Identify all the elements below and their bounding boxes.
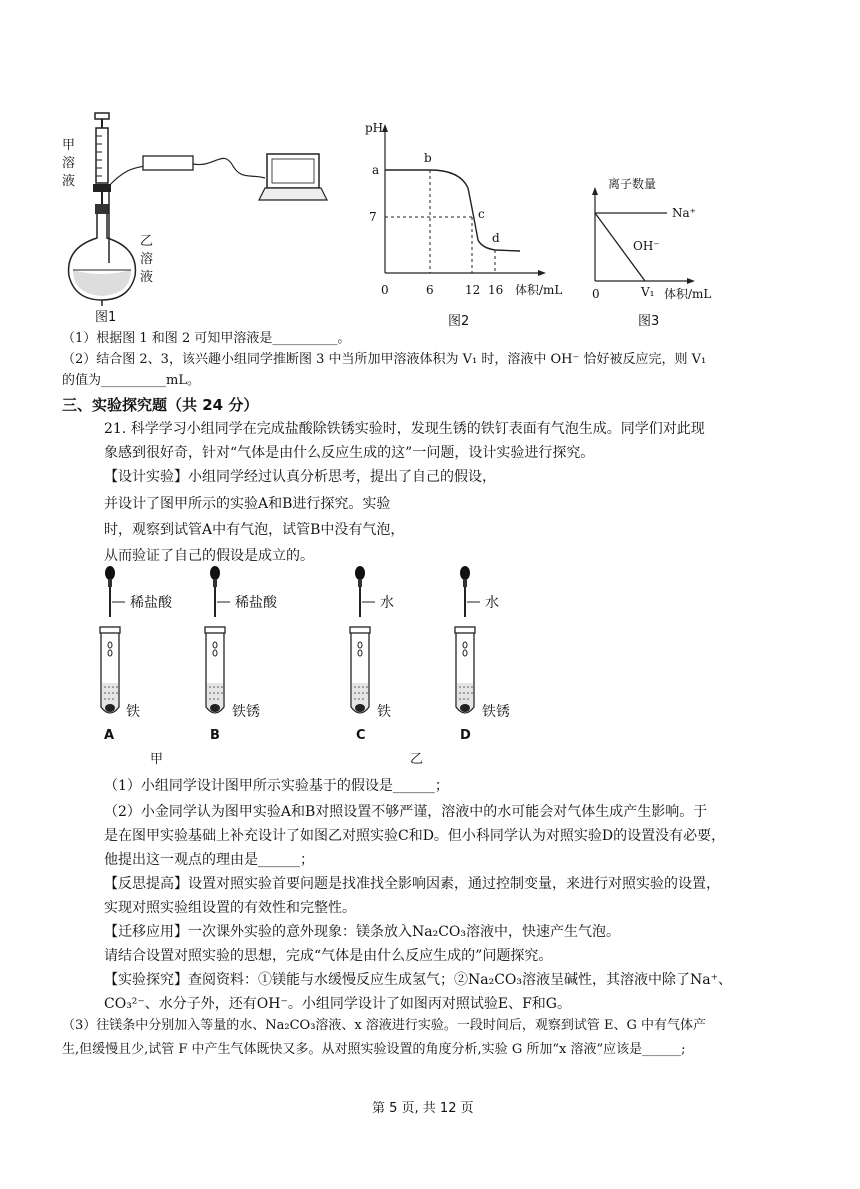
design-line-1: 【设计实验】小组同学经过认真分析思考，提出了自己的假设， xyxy=(104,469,496,485)
section-title: 三、实验探究题（共 24 分） xyxy=(62,396,259,414)
sub-question-3-line-2: 生,但缓慢且少,试管 F 中产生气体既快又多。从对照实验设置的角度分析,实验 G 所加“x 溶液”应该是______; xyxy=(62,1042,686,1057)
design-line-2: 并设计了图甲所示的实验A和B进行探究。实验 xyxy=(104,496,391,512)
figure-3-ion-graph xyxy=(585,185,705,285)
page-footer: 第 5 页, 共 12 页 xyxy=(372,1101,474,1116)
sub-question-1: （1）小组同学设计图甲所示实验基于的假设是______； xyxy=(104,778,449,794)
tube-a-letter: A xyxy=(104,728,115,743)
tube-d-solid: 铁锈 xyxy=(482,704,510,720)
figure-1-caption: 图1 xyxy=(95,310,117,325)
figure-2-x-axis-label: 体积/mL xyxy=(515,283,563,297)
question-2-line-1: （2）结合图 2、3，该兴趣小组同学推断图 3 中当所加甲溶液体积为 V₁ 时，溶液中 OH⁻ 恰好被反应完，则 V₁ xyxy=(62,352,707,367)
tube-a-solid: 铁 xyxy=(126,704,140,720)
figure-2-y-axis-label: pH xyxy=(365,121,384,135)
figure-2-x-tick-6: 6 xyxy=(426,283,434,297)
figure-3-y-axis-label: 离子数量 xyxy=(608,177,657,191)
explore-line-2: CO₃²⁻、水分子外，还有OH⁻。小组同学设计了如图丙对照试验E、F和G。 xyxy=(104,996,571,1012)
tube-d-letter: D xyxy=(460,728,471,743)
explore-line-1: 【实验探究】查阅资料：①镁能与水缓慢反应生成氢气；②Na₂CO₃溶液呈碱性，其溶液中除了Na⁺、 xyxy=(104,972,732,988)
group-jia-label: 甲 xyxy=(150,752,164,767)
reflect-line-2: 实现对照实验组设置的有效性和完整性。 xyxy=(104,900,356,916)
tube-b-letter: B xyxy=(210,728,220,743)
test-tubes-figure xyxy=(95,565,535,725)
design-line-3: 时，观察到试管A中有气泡，试管B中没有气泡， xyxy=(104,522,405,538)
reflect-line-1: 【反思提高】设置对照实验首要问题是找准找全影响因素，通过控制变量，来进行对照实验的设置， xyxy=(104,876,720,892)
figure-3-oh-label: OH⁻ xyxy=(633,239,660,253)
figure-3-v1-label: V₁ xyxy=(641,285,655,299)
figure-3-caption: 图3 xyxy=(638,314,660,329)
figure-1-label-yi: 乙 溶 液 xyxy=(140,234,154,285)
problem-21-line-1: 21. 科学学习小组同学在完成盐酸除铁锈实验时，发现生锈的铁钉表面有气泡生成。同学们对此现 xyxy=(104,421,705,437)
sub-question-2-line-2: 是在图甲实验基础上补充设计了如图乙对照实验C和D。但小科同学认为对照实验D的设置没有必要， xyxy=(104,828,726,844)
figure-2-point-b: b xyxy=(424,151,432,165)
figure-2-x-tick-0: 0 xyxy=(381,283,389,297)
figure-2-point-c: c xyxy=(478,207,485,221)
sub-question-2-line-1: （2）小金同学认为图甲实验A和B对照设置不够严谨，溶液中的水可能会对气体生成产生影响。于 xyxy=(104,804,708,820)
tube-d-reagent: 水 xyxy=(485,595,499,611)
figure-1-label-jia: 甲 溶 液 xyxy=(62,138,76,189)
question-2-line-2: 的值为__________mL。 xyxy=(62,373,200,388)
tube-c-solid: 铁 xyxy=(377,704,391,720)
tube-c-reagent: 水 xyxy=(380,595,394,611)
figure-3-x-axis-label: 体积/mL xyxy=(664,287,712,301)
figure-2-x-tick-16: 16 xyxy=(488,283,504,297)
figure-2-y-tick-7: 7 xyxy=(369,210,377,224)
design-line-4: 从而验证了自己的假设是成立的。 xyxy=(104,548,314,564)
sub-question-2-line-3: 他提出这一观点的理由是______； xyxy=(104,852,314,868)
group-yi-label: 乙 xyxy=(410,752,424,767)
problem-21-line-2: 象感到很好奇，针对“气体是由什么反应生成的这”一问题，设计实验进行探究。 xyxy=(104,445,595,461)
figure-3-origin: 0 xyxy=(592,287,600,301)
question-1: （1）根据图 1 和图 2 可知甲溶液是__________。 xyxy=(62,331,351,346)
figure-1-apparatus xyxy=(55,108,345,328)
transfer-line-1: 【迁移应用】一次课外实验的意外现象：镁条放入Na₂CO₃溶液中，快速产生气泡。 xyxy=(104,924,621,940)
figure-2-caption: 图2 xyxy=(448,314,470,329)
sub-question-3-line-1: （3）往镁条中分别加入等量的水、Na₂CO₃溶液、x 溶液进行实验。一段时间后，观察到试管 E、G 中有气体产 xyxy=(62,1018,707,1033)
tube-a-reagent: 稀盐酸 xyxy=(130,595,172,611)
figure-2-point-d: d xyxy=(492,231,500,245)
figure-3-na-label: Na⁺ xyxy=(672,206,696,220)
figure-2-x-tick-12: 12 xyxy=(465,283,481,297)
tube-b-solid: 铁锈 xyxy=(232,704,260,720)
figure-2-point-a: a xyxy=(372,163,380,177)
tube-c-letter: C xyxy=(356,728,366,743)
tube-b-reagent: 稀盐酸 xyxy=(235,595,277,611)
transfer-line-2: 请结合设置对照实验的思想，完成“气体是由什么反应生成的”问题探究。 xyxy=(104,948,553,964)
